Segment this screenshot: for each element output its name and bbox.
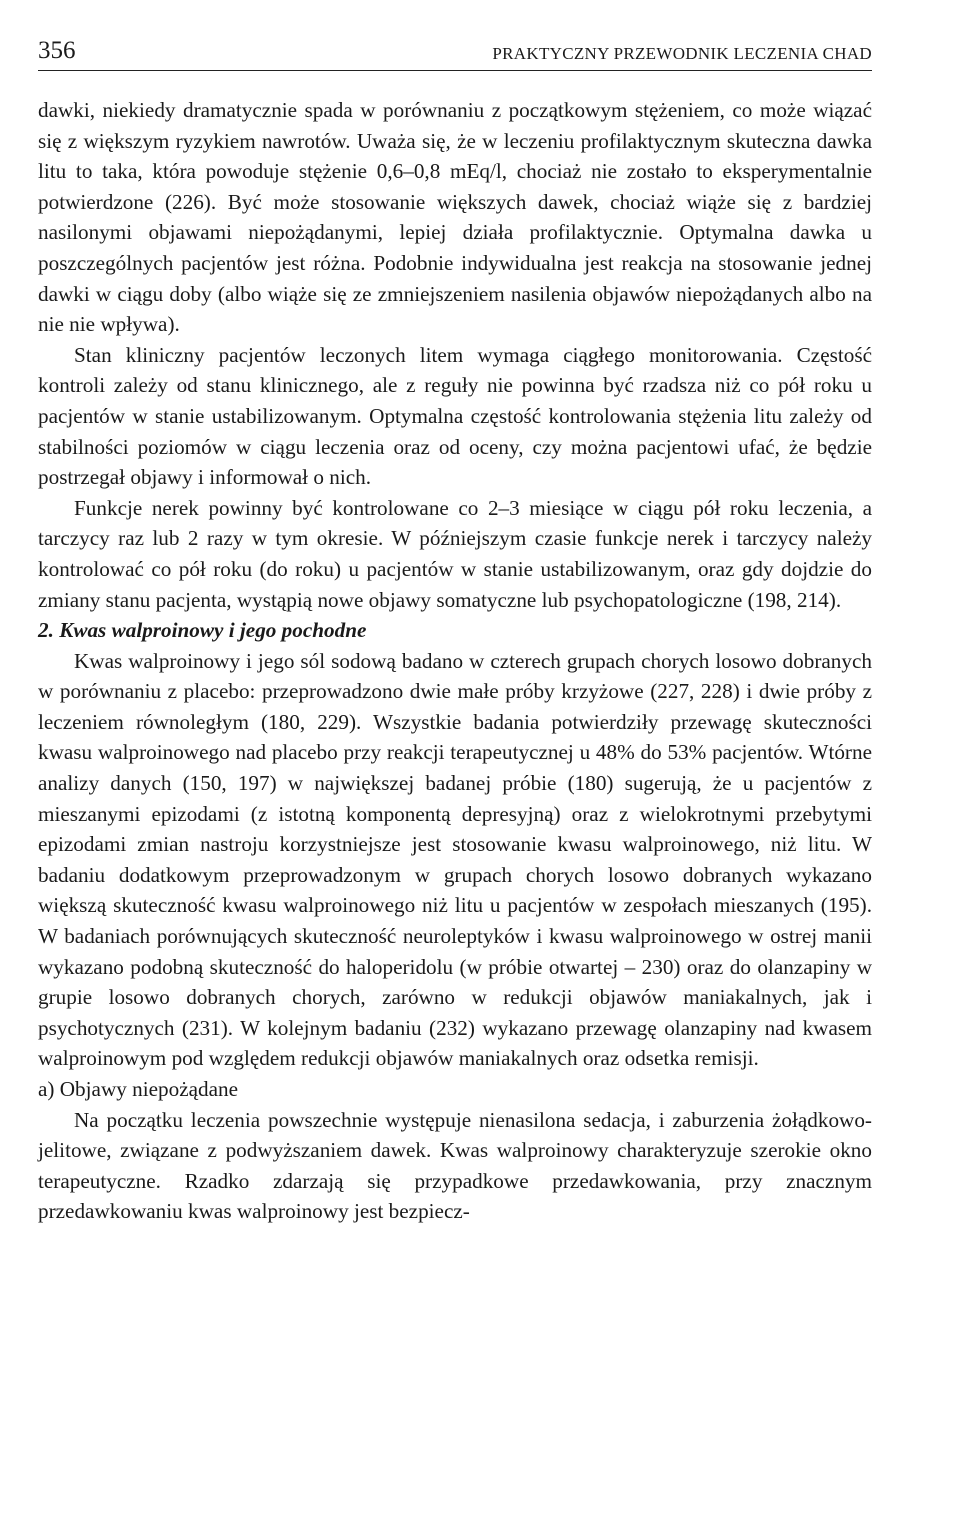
paragraph-continuation: dawki, niekiedy dramatycznie spada w porównaniu z początkowym stężeniem, co może wiązać się z większym ryzykiem nawrotów. Uważa się, że w leczeniu profilaktycznym skuteczna dawka litu to taka, która powoduje stężenie 0,6–0,8 mEq/l, chociaż nie zostało to eksperymentalnie potwierdzone (226). Być może stosowanie większych dawek, chociaż wiąże się z bardziej nasilonymi objawami niepożądanymi, lepiej działa profilaktycznie. Optymalna dawka u poszczególnych pacjentów jest różna. Podobnie indywidualna jest reakcja na stosowanie jednej dawki w ciągu doby (albo wiąże się ze zmniejszeniem nasilenia objawów niepożądanych albo na nie nie wpływa). [38, 98, 872, 337]
running-head: PRAKTYCZNY PRZEWODNIK LECZENIA CHAD [492, 44, 872, 63]
page-number: 356 [38, 37, 76, 64]
paragraph-kidney-thyroid: Funkcje nerek powinny być kontrolowane co 2–3 miesiące w ciągu pół roku leczenia, a tarczycy raz lub 2 razy w tym okresie. W późniejszym czasie funkcje nerek i tarczycy należy kontrolować co pół roku (do roku) u pacjentów w stanie ustabilizowanym, oraz gdy dojdzie do zmiany stanu pacjenta, wystąpią nowe objawy somatyczne lub psychopatologiczne (198, 214). [38, 495, 872, 612]
paragraph-valproate: Kwas walproinowy i jego sól sodową badano w czterech grupach chorych losowo dobranych w porównaniu z placebo: przeprowadzono dwie małe próby krzyżowe (227, 228) i dwie próby z leczeniem równoległym (180, 229). Wszystkie badania potwierdziły przewagę skuteczności kwasu walproinowego nad placebo przy reakcji terapeutycznej u 48% do 53% pacjentów. Wtórne analizy danych (150, 197) w największej badanej próbie (180) sugerują, że u pacjentów z mieszanymi epizodami (z istotną komponentą depresyjną) oraz z wielokrotnymi przebytymi epizodami zmian nastroju korzystniejsze jest stosowanie kwasu walproinowego, niż litu. W badaniu dodatkowym przeprowadzonym w grupach chorych losowo dobranych wykazano większą skuteczność kwasu walproinowego niż litu u pacjentów w zespołach mieszanych (195). W badaniach porównujących skuteczność neuroleptyków i kwasu walproinowego w ostrej manii wykazano podobną skuteczność do haloperidolu (w próbie otwartej – 230) oraz do olanzapiny w grupie losowo dobranych chorych, zarówno w redukcji objawów maniakalnych, jak i psychotycznych (231). W kolejnym badaniu (232) wykazano przewagę olanzapiny nad kwasem walproinowym pod względem redukcji objawów maniakalnych oraz odsetka remisji. [38, 648, 872, 1071]
paragraph-monitoring: Stan kliniczny pacjentów leczonych litem wymaga ciągłego monitorowania. Częstość kontroli zależy od stanu klinicznego, ale z reguły nie powinna być rzadsza niż co pół roku u pacjentów w stanie ustabilizowanym. Optymalna częstość kontrolowania stężenia litu zależy od stabilności poziomów w ciągu leczenia oraz od oceny, czy można pacjentowi ufać, że będzie postrzegał objawy i informował o nich. [38, 342, 872, 490]
page-header [38, 36, 872, 71]
section-heading: 2. Kwas walproinowy i jego pochodne [38, 618, 367, 643]
body-text [38, 95, 872, 1227]
subsection-heading: a) Objawy niepożądane [38, 1077, 239, 1101]
paragraph-side-effects: Na początku leczenia powszechnie występuje nienasilona sedacja, i zaburzenia żołądkowo-jelitowe, związane z podwyższaniem dawek. Kwas walproinowy charakteryzuje szerokie okno terapeutyczne. Rzadko zdarzają się przypadkowe przedawkowania, przy znacznym przedawkowaniu kwas walproinowy jest bezpiecz- [38, 1107, 872, 1224]
